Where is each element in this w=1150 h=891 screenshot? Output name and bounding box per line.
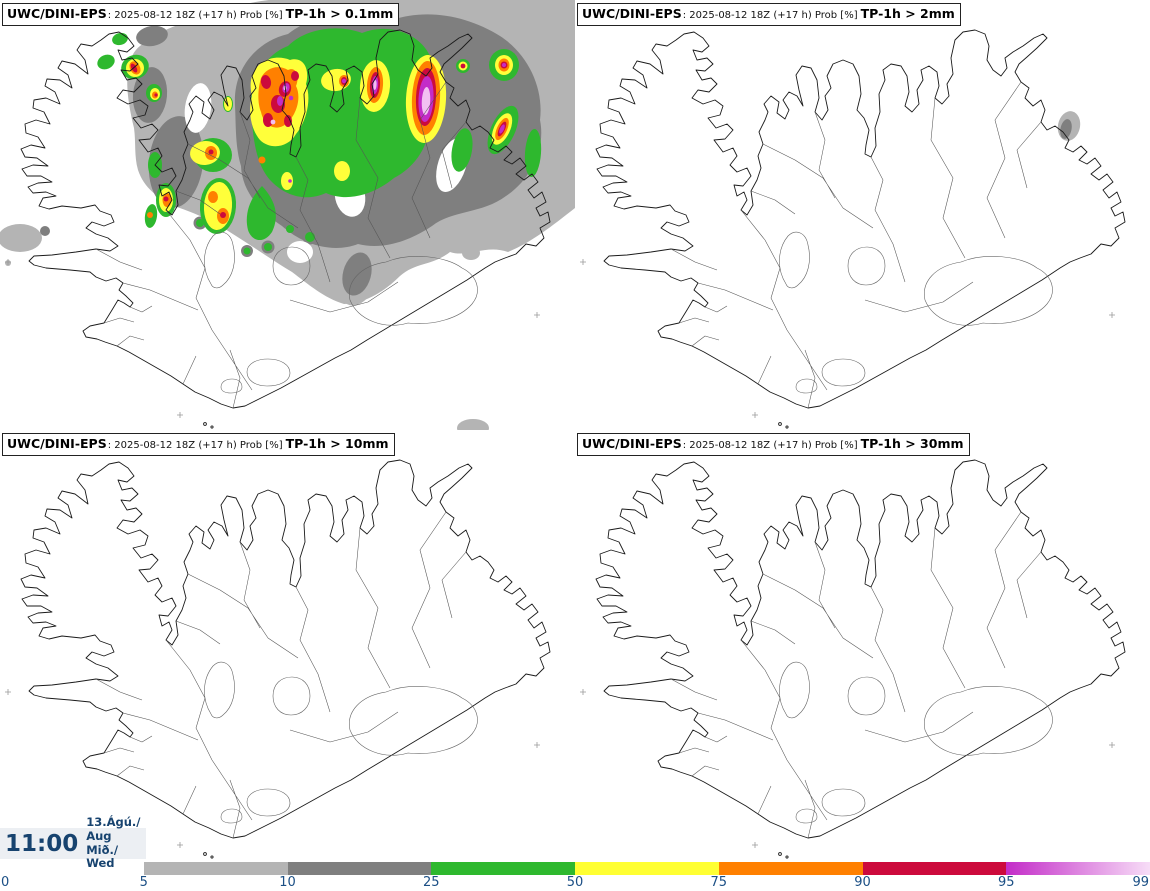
valid-time-box (0, 814, 146, 871)
map-svg-2 (575, 0, 1150, 430)
scale-label-10: 10 (279, 875, 296, 890)
map-panel-1 (0, 0, 575, 430)
map-svg-4 (575, 430, 1150, 860)
threshold-label: TP-1h > 10mm (285, 436, 389, 451)
panel-title-2 (577, 3, 961, 26)
model-name: UWC/DINI-EPS (7, 436, 107, 451)
scale-label-95: 95 (997, 875, 1015, 890)
run-info: : 2025-08-12 18Z (+17 h) Prob [%] (682, 440, 858, 451)
map-panel-3 (0, 430, 575, 860)
run-info: : 2025-08-12 18Z (+17 h) Prob [%] (107, 440, 283, 451)
probability-field-overlay (1055, 109, 1083, 143)
run-info: : 2025-08-12 18Z (+17 h) Prob [%] (682, 10, 858, 21)
panel-title-3 (2, 433, 395, 456)
scale-segment-75-90 (719, 862, 863, 875)
scale-label-50: 50 (566, 875, 584, 890)
map-panel-2 (575, 0, 1150, 430)
scale-labels (0, 875, 1150, 891)
panel-title-1 (2, 3, 399, 26)
model-name: UWC/DINI-EPS (7, 6, 107, 21)
threshold-label: TP-1h > 0.1mm (285, 6, 394, 21)
scale-label-75: 75 (710, 875, 728, 890)
valid-date-line2: Mið./ Wed (86, 842, 119, 871)
scale-label-5: 5 (139, 875, 148, 890)
valid-date (86, 816, 146, 871)
valid-date-line1: 13.Ágú./ Aug (86, 814, 141, 843)
run-info: : 2025-08-12 18Z (+17 h) Prob [%] (107, 10, 283, 21)
threshold-label: TP-1h > 30mm (860, 436, 964, 451)
scale-label-25: 25 (422, 875, 440, 890)
scale-label-99: 99 (1132, 875, 1149, 890)
model-name: UWC/DINI-EPS (582, 6, 682, 21)
threshold-label: TP-1h > 2mm (860, 6, 955, 21)
map-panel-4 (575, 430, 1150, 860)
scale-label-90: 90 (854, 875, 871, 890)
scale-label-0: 0 (1, 875, 10, 890)
probability-colorbar (0, 862, 1150, 875)
map-svg-3 (0, 430, 575, 860)
model-name: UWC/DINI-EPS (582, 436, 682, 451)
map-svg-1 (0, 0, 575, 430)
scale-segment-90-95 (863, 862, 1007, 875)
valid-time: 11:00 (5, 830, 79, 857)
scale-segment-95-99 (1006, 862, 1150, 875)
panel-title-4 (577, 433, 970, 456)
scale-segment-50-75 (575, 862, 719, 875)
scale-segment-10-25 (288, 862, 432, 875)
scale-segment-25-50 (431, 862, 575, 875)
scale-segment-5-10 (144, 862, 288, 875)
